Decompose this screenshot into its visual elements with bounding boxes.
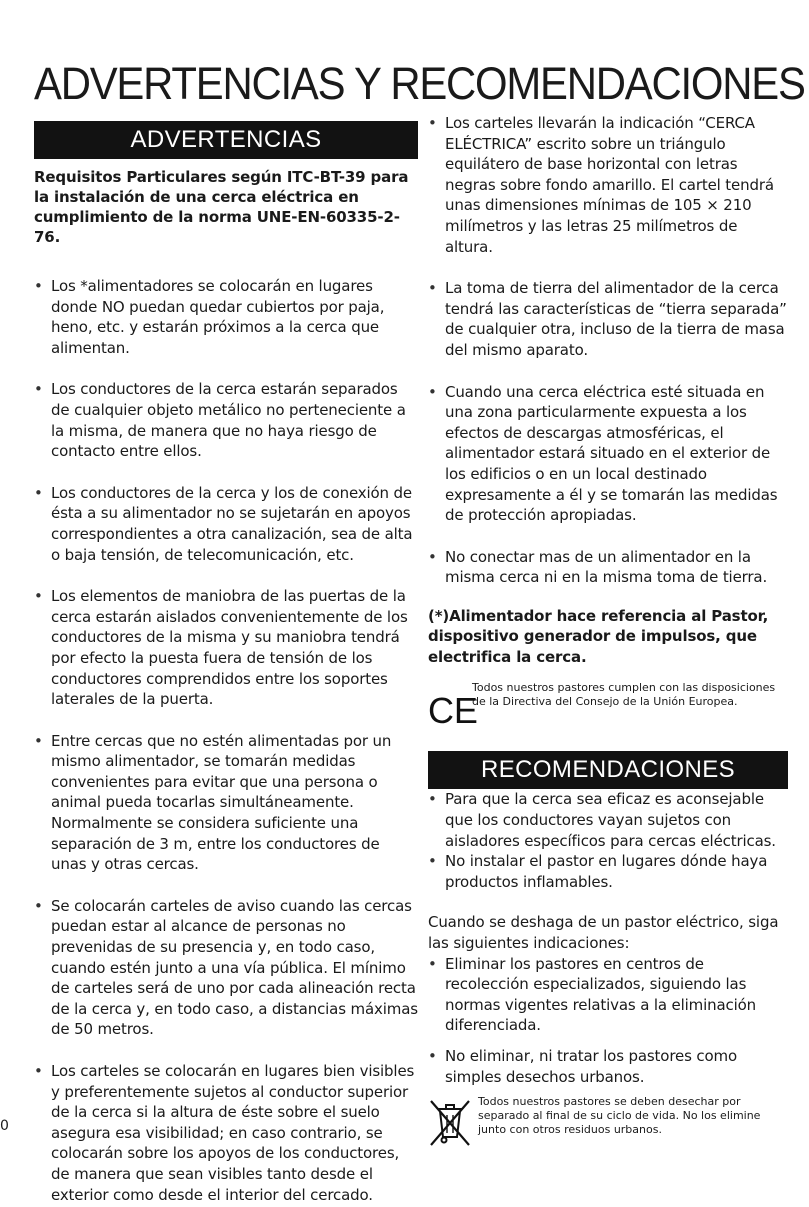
list-item: • La toma de tierra del alimentador de la cerca tendrá las características de “tierra separada” de cualquier otra, incluso de la tierra de masa del mismo aparato. (428, 278, 788, 360)
list-item: • No eliminar, ni tratar los pastores como simples desechos urbanos. (428, 1046, 788, 1087)
disposal-intro: Cuando se deshaga de un pastor eléctrico, siga las siguientes indicaciones: (428, 913, 779, 952)
warnings-header: ADVERTENCIAS (34, 121, 418, 159)
list-item: • Cuando una cerca eléctrica esté situada en una zona particularmente expuesta a los efectos de descargas atmosféricas, el alimentador estará situado en el exterior de los edificios o en un local destinado expresamente a él y se tomarán las medidas de protección apropiadas. (428, 382, 788, 526)
list-item: • Los conductores de la cerca estarán separados de cualquier objeto metálico no perteneciente a la misma, de manera que no haya riesgo de contacto entre ellos. (34, 379, 418, 461)
footnote: (*)Alimentador hace referencia al Pastor, dispositivo generador de impulsos, que electrifica la cerca. (428, 606, 769, 666)
disposal-list (428, 954, 788, 1088)
crossed-out-wheeled-bin-icon (428, 1097, 472, 1147)
ce-mark: CE (428, 690, 478, 732)
page-number: 0 (0, 1118, 9, 1134)
recommendations-header: RECOMENDACIONES (428, 751, 788, 789)
list-item: • Los carteles llevarán la indicación “CERCA ELÉCTRICA” escrito sobre un triángulo equilátero de base horizontal con letras negras sobre fondo amarillo. El cartel tendrá unas dimensiones mínimas de 105 × 210 milímetros y las letras 25 milímetros de altura. (428, 113, 788, 257)
list-item: • Los conductores de la cerca y los de conexión de ésta a su alimentador no se sujetarán en apoyos correspondientes a otra canalización, sea de alta o baja tensión, de telecomunicación, etc. (34, 483, 418, 565)
recommendations-list (428, 789, 788, 892)
weee-text: Todos nuestros pastores se deben desechar por separado al final de su ciclo de vida. No los elimine junto con otros residuos urbanos. (478, 1095, 761, 1137)
ce-compliance (428, 681, 788, 733)
left-column (34, 121, 418, 1205)
list-item: • Los elementos de maniobra de las puertas de la cerca estarán aislados convenientemente de los conductores de la misma y su maniobra tendrá por efecto la puesta fuera de tensión de los conductores comprendidos entre los soportes laterales de la puerta. (34, 586, 418, 710)
ce-text: Todos nuestros pastores cumplen con las disposiciones de la Directiva del Consejo de la Unión Europea. (472, 681, 776, 709)
ce-mark-icon (428, 687, 478, 733)
weee-notice (428, 1095, 788, 1147)
list-item: • Eliminar los pastores en centros de recolección especializados, siguiendo las normas vigentes relativas a la eliminación diferenciada. (428, 954, 788, 1036)
list-item: • Los carteles se colocarán en lugares bien visibles y preferentemente sujetos al conductor superior de la cerca si la altura de éste sobre el suelo asegura esa visibilidad; en caso contrario, se colocarán sobre los apoyos de los conductores, de manera que sean visibles tanto desde el exterior como desde el interior del cercado. (34, 1061, 418, 1205)
page-title: ADVERTENCIAS Y RECOMENDACIONES (34, 58, 805, 109)
list-item: • Los *alimentadores se colocarán en lugares donde NO puedan quedar cubiertos por paja, heno, etc. y estarán próximos a la cerca que alimentan. (34, 276, 418, 358)
warnings-list-right (428, 113, 788, 588)
warnings-list-left (34, 276, 418, 1205)
right-column (428, 113, 788, 1147)
list-item: • Entre cercas que no estén alimentadas por un mismo alimentador, se tomarán medidas convenientes para evitar que una persona o animal pueda tocarlas simultáneamente. Normalmente se considera suficiente una separación de 3 m, entre los conductores de unas y otras cercas. (34, 731, 418, 875)
list-item: • Para que la cerca sea eficaz es aconsejable que los conductores vayan sujetos con aisladores específicos para cercas eléctricas. (428, 789, 788, 851)
list-item: • Se colocarán carteles de aviso cuando las cercas puedan estar al alcance de personas no prevenidas de su presencia y, en todo caso, cuando estén junto a una vía pública. El mínimo de carteles será de uno por cada alineación recta de la cerca y, en todo caso, a distancias máximas de 50 metros. (34, 896, 418, 1040)
list-item: • No conectar mas de un alimentador en la misma cerca ni en la misma toma de tierra. (428, 547, 788, 588)
warnings-intro: Requisitos Particulares según ITC-BT-39 para la instalación de una cerca eléctrica en cumplimiento de la norma UNE-EN-60335-2-76. (34, 168, 409, 246)
list-item: • No instalar el pastor en lugares dónde haya productos inflamables. (428, 851, 788, 892)
